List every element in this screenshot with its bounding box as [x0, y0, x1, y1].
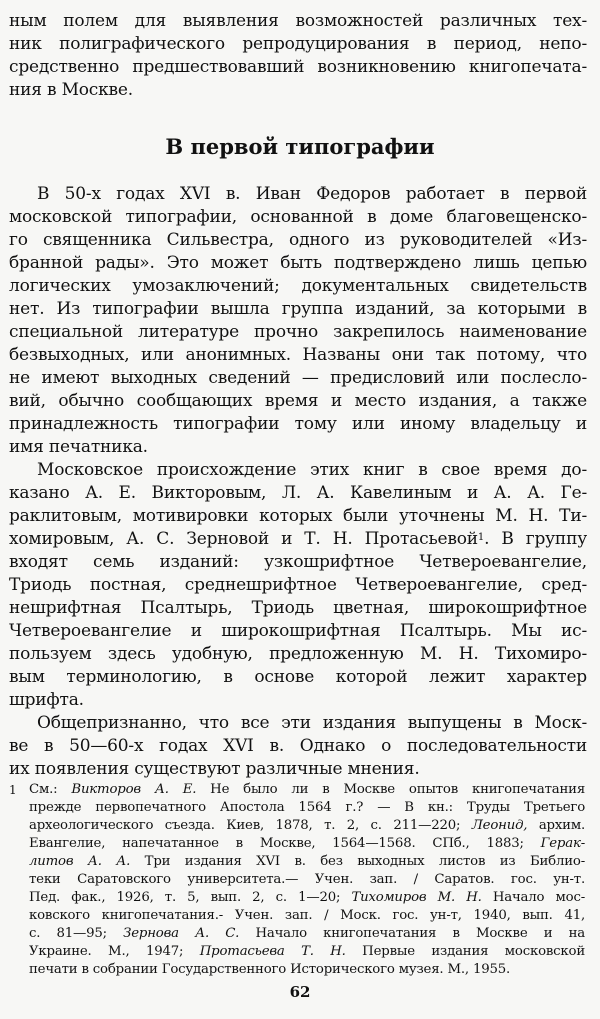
footnote-line [29, 943, 585, 961]
paragraph-line: бранной рады». Это может быть подтверждено лишь цепью [9, 253, 587, 273]
author-name: литов А. А. [29, 854, 131, 869]
intro-line: ник полиграфического репродуцирования в период, непо- [9, 34, 587, 54]
text-segment: См.: [29, 782, 72, 797]
footnote-line [29, 835, 585, 853]
page-number: 62 [289, 983, 311, 1001]
paragraph-line: принадлежность типографии тому или иному владельцу и [9, 414, 587, 434]
author-name: Протасьева Т. Н. [199, 944, 346, 959]
paragraph-line: их появления существуют различные мнения. [9, 759, 420, 779]
text-segment: Украине. М., 1947; [29, 944, 200, 959]
text-segment: с. 81—95; [29, 926, 124, 941]
paragraph-line: безвыходных, или анонимных. Названы они так потому, что [9, 345, 587, 365]
text-segment: Первые издания московской [345, 944, 585, 959]
text-segment: Не было ли в Москве опытов книгопечатания [196, 782, 585, 797]
text-segment: Евангелие, напечатанное в Москве, 1564—1568. СПб., 1883; [29, 836, 541, 851]
paragraph-line: шрифта. [9, 690, 84, 710]
paragraph-line: логических умозаключений; документальных свидетельств [9, 276, 587, 296]
paragraph-line: Четвероевангелие и широкошрифтная Псалтырь. Мы ис- [9, 621, 587, 641]
paragraph-line: казано А. Е. Викторовым, Л. А. Кавелиным и А. А. Ге- [9, 483, 587, 503]
footnote-reference[interactable]: 1 [477, 532, 485, 543]
footnote-line [29, 889, 585, 907]
text-segment: Начало мос- [481, 890, 585, 905]
paragraph-line: го священника Сильвестра, одного из руководителей «Из- [9, 230, 587, 250]
paragraph-line: пользуем здесь удобную, предложенную М. Н. Тихомиро- [9, 644, 587, 664]
intro-line: ным полем для выявления возможностей различных тех- [9, 11, 587, 31]
paragraph-line: раклитовым, мотивировки которых были уточнены М. Н. Ти- [9, 506, 587, 526]
text-segment: Пед. фак., 1926, т. 5, вып. 2, с. 1—20; [29, 890, 352, 905]
paragraph-line: нет. Из типографии вышла группа изданий, за которыми в [9, 299, 587, 319]
text-segment: Три издания XVI в. без выходных листов из Библио- [130, 854, 585, 869]
author-name: Зернова А. С. [123, 926, 240, 941]
paragraph-line: нешрифтная Псалтырь, Триодь цветная, широкошрифтное [9, 598, 587, 618]
intro-line: ния в Москве. [9, 80, 133, 100]
author-name: Викторов А. Е. [71, 782, 197, 797]
author-name: Герак- [540, 836, 585, 851]
paragraph-line: В 50-х годах XVI в. Иван Федоров работает в первой [37, 184, 587, 204]
paragraph-line: вий, обычно сообщающих время и место издания, а также [9, 391, 587, 411]
footnote-line: ковского книгопечатания.- Учен. зап. / Моск. гос. ун-т, 1940, вып. 41, [29, 908, 585, 923]
author-name: Леонид, [471, 818, 528, 833]
footnote-line [29, 925, 585, 943]
section-heading: В первой типографии [165, 134, 435, 159]
footnote-line: прежде первопечатного Апостола 1564 г.? — В кн.: Труды Третьего [29, 800, 585, 815]
paragraph-line: имя печатника. [9, 437, 148, 457]
footnote-line: печати в собрании Государственного Исторического музея. М., 1955. [29, 962, 511, 977]
text-segment: археологического съезда. Киев, 1878, т. 2, с. 211—220; [29, 818, 472, 833]
paragraph-line: вым терминологию, в основе которой лежит характер [9, 667, 587, 687]
text-segment: Начало книгопечатания в Москве и на [239, 926, 585, 941]
footnote-line: теки Саратовского университета.— Учен. зап. / Саратов. гос. ун-т. [29, 872, 585, 887]
paragraph-line: ве в 50—60-х годах XVI в. Однако о последовательности [9, 736, 587, 756]
paragraph-line: московской типографии, основанной в доме благовещенско- [9, 207, 587, 227]
paragraph-line [9, 528, 587, 551]
paragraph-line: входят семь изданий: узкошрифтное Четвероевангелие, [9, 552, 587, 572]
paragraph-line: специальной литературе прочно закрепилось наименование [9, 322, 587, 342]
paragraph-line: Триодь постная, среднешрифтное Четвероевангелие, сред- [9, 575, 587, 595]
paragraph-line: Московское происхождение этих книг в свое время до- [37, 460, 587, 480]
footnote-line [29, 853, 585, 871]
text-segment: . В группу [484, 529, 587, 549]
footnote-line [29, 781, 585, 799]
intro-line: средственно предшествовавший возникновению книгопечата- [9, 57, 587, 77]
footnote-line [29, 817, 585, 835]
author-name: Тихомиров М. Н. [351, 890, 482, 905]
text-segment: архим. [527, 818, 585, 833]
paragraph-line: Общепризнанно, что все эти издания выпущены в Моск- [37, 713, 587, 733]
footnote-marker: 1 [9, 783, 17, 797]
text-segment: хомировым, А. С. Зерновой и Т. Н. Протасьевой [9, 529, 478, 549]
paragraph-line: не имеют выходных сведений — предисловий или послесло- [9, 368, 587, 388]
